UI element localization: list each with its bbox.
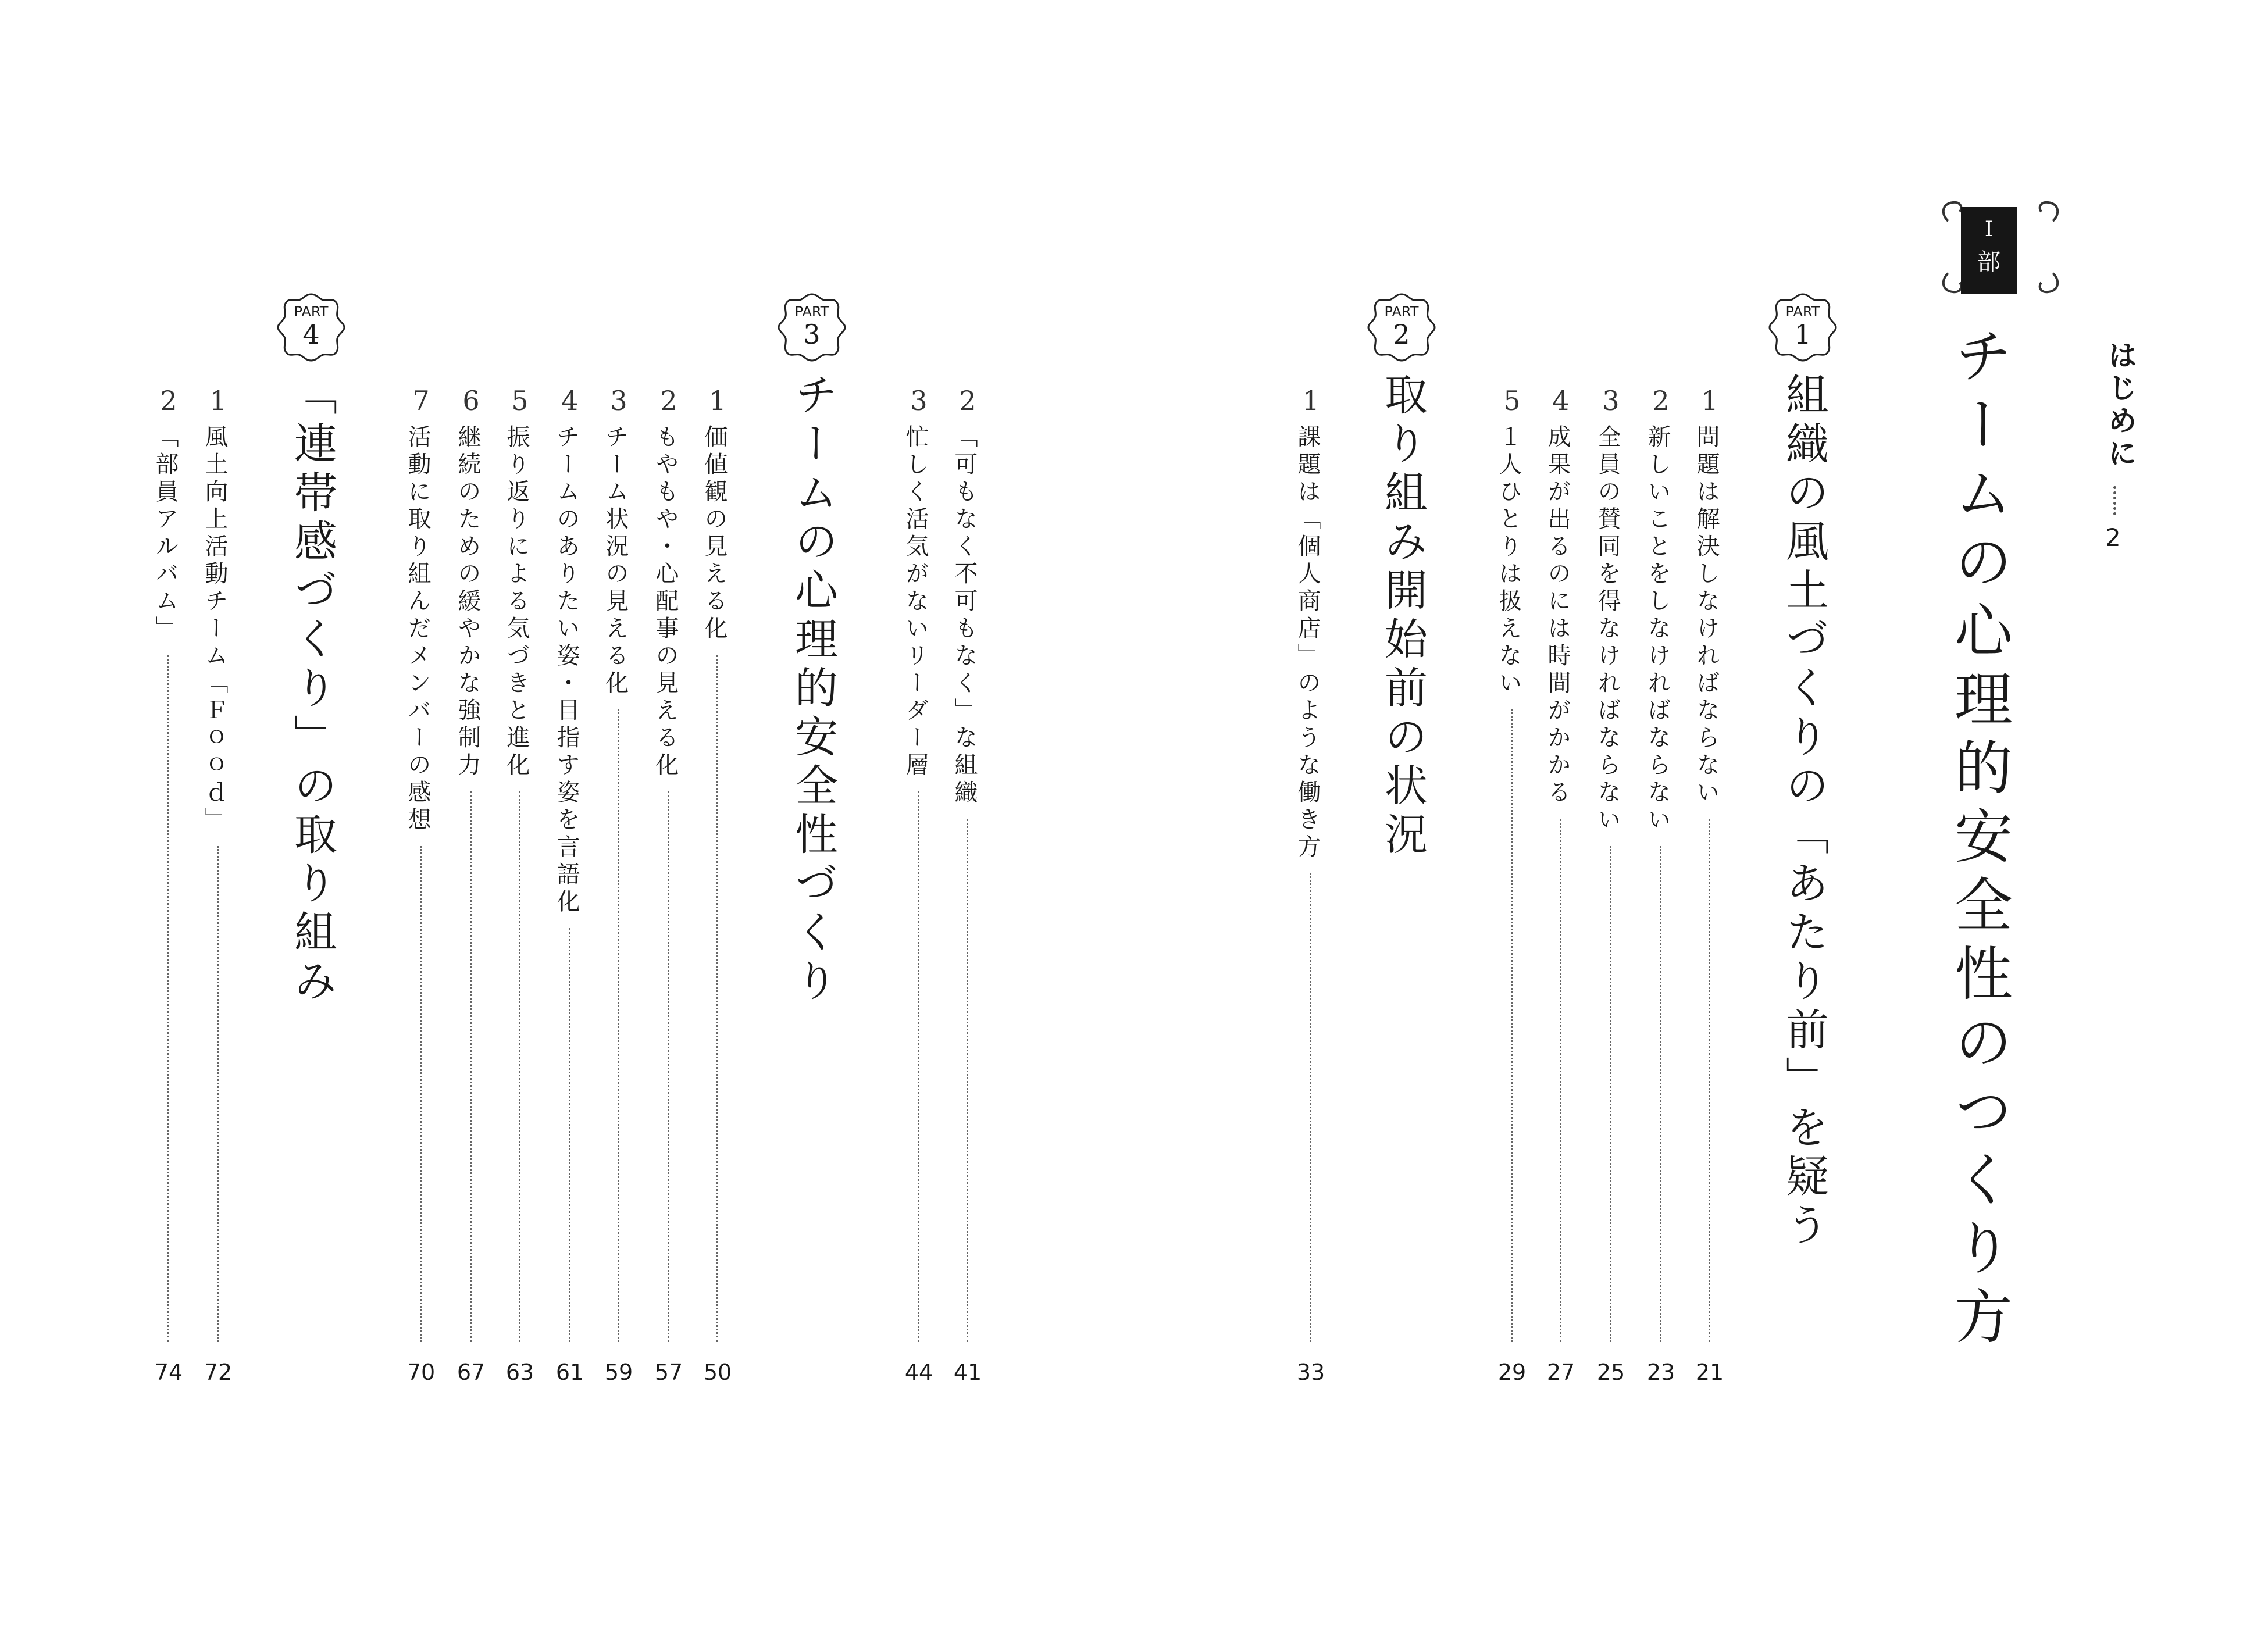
entry-text: 活動に取り組んだメンバーの感想 — [404, 424, 431, 834]
entry-text: もやもや・心配事の見える化 — [652, 424, 679, 780]
part4-title[interactable]: 「連帯感づくり」の取り組み — [287, 372, 337, 1007]
entry-page: 23 — [1646, 1359, 1675, 1385]
entry-number: 2 — [959, 385, 976, 416]
intro-leader-dots — [2113, 486, 2116, 515]
entry-number: 1 — [209, 385, 227, 416]
entry-page: 29 — [1497, 1359, 1527, 1385]
entry-number: 3 — [610, 385, 627, 416]
part-one-suffix: 部 — [1977, 249, 2000, 276]
entry-text: 新しいことをしなければならない — [1644, 424, 1671, 834]
entry-text: 問題は解決しなければならない — [1693, 424, 1720, 807]
entry-page: 67 — [457, 1359, 486, 1385]
part1-badge-number: 1 — [1794, 319, 1811, 350]
entry-number: 5 — [511, 385, 529, 416]
leader-dots — [217, 846, 219, 1342]
entry-text: １人ひとりは扱えない — [1495, 424, 1522, 698]
entry-text: 課題は「個人商店」のような働き方 — [1294, 424, 1321, 862]
part2-badge-label: PART — [1384, 304, 1419, 320]
entry-number: 2 — [160, 385, 177, 416]
entry-text: チームのありたい姿・目指す姿を言語化 — [553, 424, 580, 916]
part2-badge — [1364, 290, 1439, 365]
leader-dots — [519, 791, 520, 1342]
part3-badge-number: 3 — [803, 319, 821, 350]
entry-text: 「部員アルバム」 — [152, 424, 179, 643]
entry-text: 忙しく活気がないリーダー層 — [902, 424, 929, 780]
part2-badge-number: 2 — [1393, 319, 1410, 350]
entry-page: 27 — [1546, 1359, 1575, 1385]
entry-page: 44 — [904, 1359, 933, 1385]
entry-text: 全員の賛同を得なければならない — [1594, 424, 1621, 834]
part4-badge-number: 4 — [302, 319, 320, 350]
entry-text: 「可もなく不可もなく」な組織 — [951, 424, 978, 807]
section-title[interactable]: チームの心理的安全性のつくり方 — [1945, 326, 2013, 1355]
entry-text: 成果が出るのには時間がかかる — [1544, 424, 1571, 807]
entry-text: 風土向上活動チーム「Ｆｏｏｄ」 — [201, 424, 228, 834]
entry-page: 74 — [154, 1359, 183, 1385]
leader-dots — [167, 655, 169, 1342]
entry-number: 3 — [1602, 385, 1620, 416]
entry-page: 70 — [406, 1359, 436, 1385]
entry-page: 61 — [555, 1359, 584, 1385]
part-one-emblem — [1937, 198, 2064, 297]
entry-number: 1 — [709, 385, 726, 416]
entry-number: 7 — [412, 385, 430, 416]
part2-title[interactable]: 取り組み開始前の状況 — [1378, 372, 1428, 861]
entry-page: 63 — [505, 1359, 534, 1385]
entry-number: 3 — [910, 385, 928, 416]
entry-page: 41 — [953, 1359, 982, 1385]
part4-badge — [273, 290, 349, 365]
leader-dots — [569, 928, 570, 1342]
leader-dots — [716, 655, 718, 1342]
leader-dots — [1310, 873, 1311, 1342]
entry-number: 4 — [561, 385, 579, 416]
leader-dots — [668, 791, 669, 1342]
entry-page: 33 — [1296, 1359, 1325, 1385]
entry-page: 21 — [1695, 1359, 1724, 1385]
part1-title[interactable]: 組織の風土づくりの「あたり前」を疑う — [1779, 372, 1829, 1251]
entry-number: 1 — [1302, 385, 1320, 416]
part1-badge-label: PART — [1785, 304, 1820, 320]
entry-number: 5 — [1503, 385, 1521, 416]
entry-number: 2 — [1652, 385, 1670, 416]
entry-text: 価値観の見える化 — [701, 424, 728, 643]
entry-page: 50 — [703, 1359, 732, 1385]
leader-dots — [1660, 846, 1661, 1342]
entry-page: 57 — [654, 1359, 683, 1385]
entry-text: チーム状況の見える化 — [602, 424, 629, 698]
part1-badge — [1765, 290, 1841, 365]
entry-text: 振り返りによる気づきと進化 — [503, 424, 530, 780]
intro-page-number: 2 — [2105, 523, 2121, 552]
leader-dots — [1560, 819, 1561, 1342]
part3-badge-label: PART — [794, 304, 829, 320]
entry-page: 72 — [204, 1359, 233, 1385]
intro-title[interactable]: はじめに — [2103, 340, 2137, 470]
leader-dots — [470, 791, 472, 1342]
entry-text: 継続のための緩やかな強制力 — [454, 424, 481, 780]
entry-number: 1 — [1701, 385, 1718, 416]
part3-badge — [774, 290, 850, 365]
part-one-roman: Ⅰ — [1984, 217, 1994, 241]
leader-dots — [618, 709, 619, 1342]
leader-dots — [918, 791, 919, 1342]
leader-dots — [967, 819, 968, 1342]
leader-dots — [420, 846, 422, 1342]
entry-number: 2 — [660, 385, 677, 416]
entry-number: 6 — [462, 385, 480, 416]
leader-dots — [1511, 709, 1513, 1342]
leader-dots — [1610, 846, 1611, 1342]
part4-badge-label: PART — [294, 304, 329, 320]
part3-title[interactable]: チームの心理的安全性づくり — [788, 372, 838, 1007]
leader-dots — [1709, 819, 1710, 1342]
entry-number: 4 — [1552, 385, 1570, 416]
entry-page: 59 — [604, 1359, 633, 1385]
entry-page: 25 — [1596, 1359, 1625, 1385]
